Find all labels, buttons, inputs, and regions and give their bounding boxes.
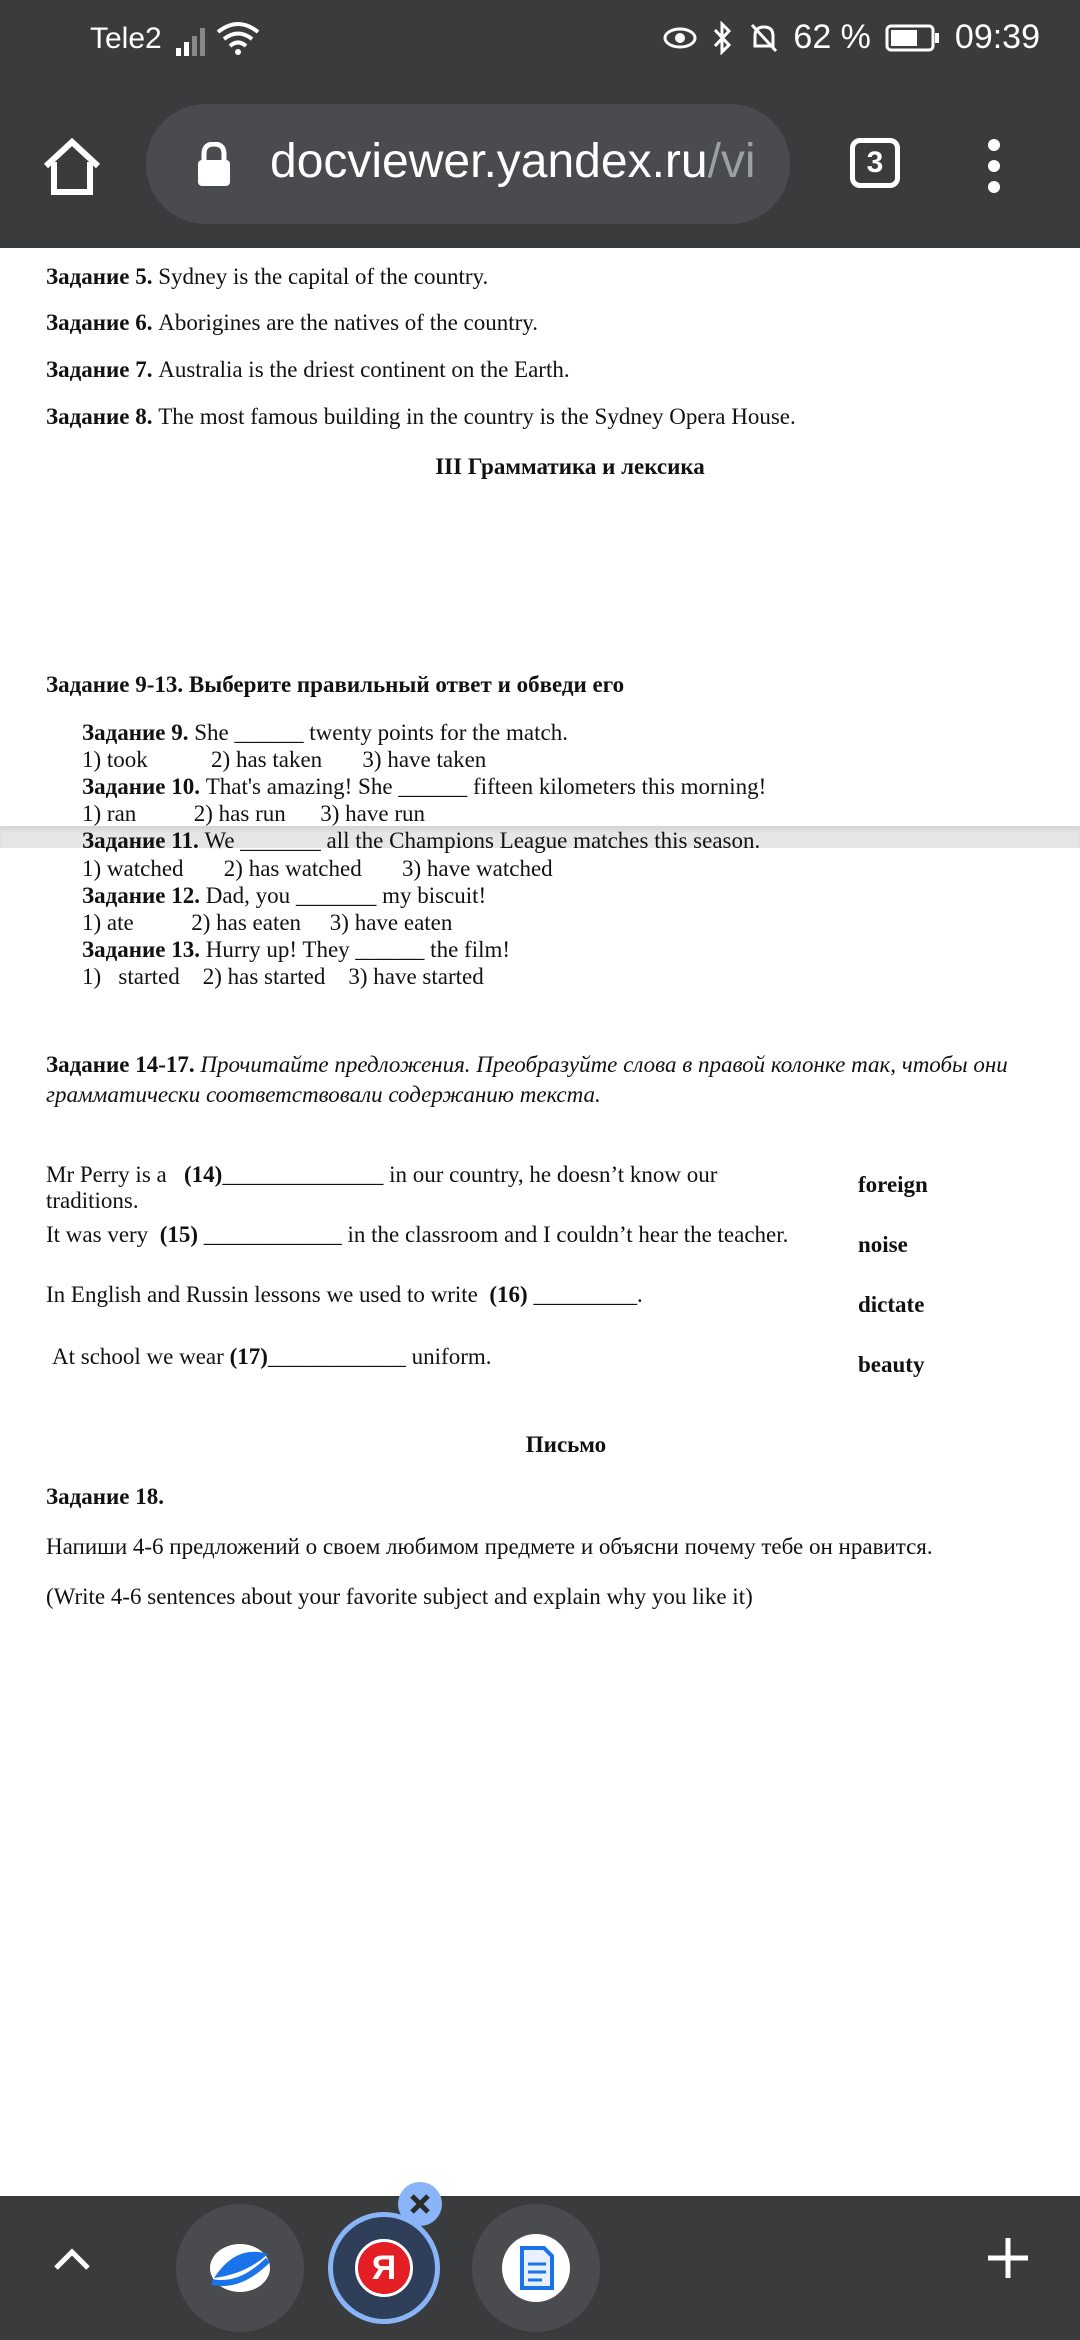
- tasks-9-13-heading: Задание 9-13. Выберите правильный ответ и обведи его: [46, 672, 625, 697]
- word-17: beauty: [858, 1352, 925, 1377]
- task-12: Задание 12. Dad, you _______ my biscuit!: [82, 883, 487, 908]
- chevron-up-icon[interactable]: [52, 2240, 92, 2280]
- wifi-icon: [216, 20, 260, 58]
- zen-disc-icon: [176, 2204, 304, 2332]
- zen-button[interactable]: [176, 2204, 304, 2332]
- sentence-15: It was very (15) ____________ in the classroom and I couldn’t hear the teacher.: [46, 1222, 789, 1247]
- documents-button[interactable]: [472, 2204, 600, 2332]
- bottom-bar: [0, 2196, 1080, 2340]
- section-heading-letter: Письмо: [525, 1432, 607, 1457]
- word-16: dictate: [858, 1292, 925, 1317]
- section-heading-grammar: III Грамматика и лексика: [435, 454, 705, 479]
- tasks-14-17-heading: Задание 14-17. Прочитайте предложения. Преобразуйте слова в правой колонке так, чтобы они: [46, 1052, 1008, 1077]
- url-domain: docviewer.yandex.ru: [270, 135, 708, 188]
- word-14: foreign: [858, 1172, 928, 1197]
- task-9-options: 1) took 2) has taken 3) have taken: [82, 747, 487, 772]
- task-18-en: (Write 4-6 sentences about your favorite subject and explain why you like it): [46, 1584, 753, 1609]
- home-icon[interactable]: [40, 134, 104, 198]
- yandex-logo: Я: [355, 2239, 413, 2297]
- more-menu-icon[interactable]: [986, 138, 1002, 194]
- task-18-ru: Напиши 4-6 предложений о своем любимом предмете и объясни почему тебе он нравится.: [46, 1534, 933, 1559]
- clock: 09:39: [954, 18, 1040, 56]
- eye-comfort-icon: [663, 26, 697, 50]
- document-icon: [472, 2204, 600, 2332]
- sentence-17: At school we wear (17)____________ uniform.: [52, 1344, 492, 1369]
- task-9: Задание 9. She ______ twenty points for the match.: [82, 720, 568, 745]
- word-15: noise: [858, 1232, 908, 1257]
- task-5: Задание 5. Sydney is the capital of the country.: [46, 264, 489, 289]
- lock-icon[interactable]: [196, 142, 232, 188]
- close-badge-icon[interactable]: [398, 2182, 442, 2226]
- task-7: Задание 7. Australia is the driest continent on the Earth.: [46, 357, 570, 382]
- url-text[interactable]: [270, 134, 770, 189]
- tasks-14-17-heading-line2: грамматически соответствовали содержанию текста.: [46, 1082, 601, 1107]
- task-12-options: 1) ate 2) has eaten 3) have eaten: [82, 910, 453, 935]
- battery-icon: [885, 23, 941, 53]
- tab-switcher-button[interactable]: 3: [850, 138, 900, 188]
- task-18-label: Задание 18.: [46, 1484, 164, 1509]
- bluetooth-icon: [711, 21, 735, 55]
- status-bar: [0, 0, 1080, 82]
- task-10: Задание 10. That's amazing! She ______ fifteen kilometers this morning!: [82, 774, 767, 799]
- browser-chrome: [0, 0, 1080, 248]
- sentence-14: Mr Perry is a (14)______________ in our country, he doesn’t know our: [46, 1162, 718, 1187]
- task-11-options: 1) watched 2) has watched 3) have watched: [82, 856, 553, 881]
- task-13-options: 1) started 2) has started 3) have started: [82, 964, 484, 989]
- signal-icon: [176, 24, 210, 56]
- task-10-options: 1) ran 2) has run 3) have run: [82, 801, 425, 826]
- url-path: /vi: [707, 135, 756, 188]
- task-8: Задание 8. The most famous building in the country is the Sydney Opera House.: [46, 404, 796, 429]
- task-13: Задание 13. Hurry up! They ______ the film!: [82, 937, 511, 962]
- task-11: Задание 11. We _______ all the Champions League matches this season.: [82, 828, 761, 853]
- sentence-14-cont: traditions.: [46, 1188, 139, 1213]
- battery-percent: 62 %: [793, 18, 871, 56]
- sentence-16: In English and Russin lessons we used to write (16) _________.: [46, 1282, 643, 1307]
- carrier-name: Tele2: [90, 22, 162, 55]
- status-right: [663, 18, 1040, 57]
- mute-bell-icon: [749, 22, 779, 54]
- plus-icon[interactable]: [984, 2234, 1032, 2282]
- yandex-button[interactable]: [328, 2212, 440, 2324]
- task-6: Задание 6. Aborigines are the natives of the country.: [46, 310, 539, 335]
